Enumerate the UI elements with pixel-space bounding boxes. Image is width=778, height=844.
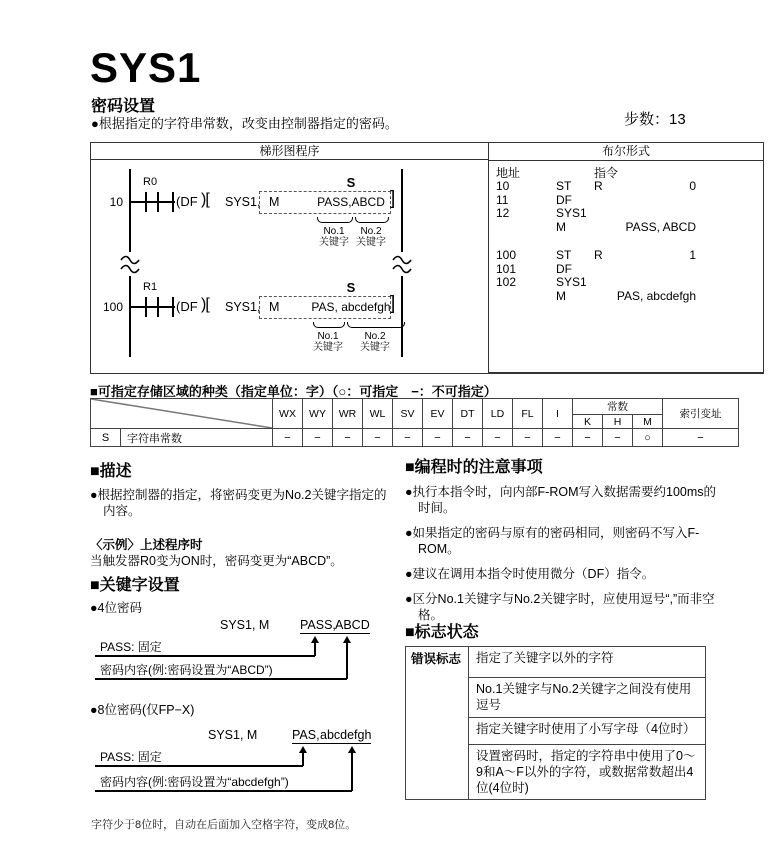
cell-value: − xyxy=(603,429,633,447)
code-text: SYS1, M xyxy=(220,618,270,632)
example-text: 当触发器R0变为ON时，密码变更为“ABCD”。 xyxy=(90,554,343,569)
operand-m: M xyxy=(269,300,280,314)
boolean-form xyxy=(488,160,763,373)
keyword-operand: PASS,ABCD xyxy=(317,195,385,209)
contact-bar xyxy=(157,297,159,317)
row-spacer xyxy=(496,234,696,249)
no2-text: No.2 xyxy=(360,226,382,237)
col-header: SV xyxy=(393,399,423,429)
val: 0 xyxy=(689,179,696,193)
addr: 102 xyxy=(496,275,517,289)
contact-label: R0 xyxy=(143,176,158,188)
addr: 11 xyxy=(496,192,509,207)
addr: 12 xyxy=(496,206,510,220)
four-digit-diagram xyxy=(90,612,400,687)
keyword-text: 关键字 xyxy=(356,237,386,248)
addr: 101 xyxy=(496,261,517,276)
addr xyxy=(496,290,556,304)
bool-row xyxy=(496,276,696,290)
op: SYS1 xyxy=(556,206,587,220)
constant-group-header: 常数 xyxy=(573,399,663,415)
no2-keyword-label xyxy=(346,331,404,353)
cell-value: − xyxy=(663,429,739,447)
fixed-label: PASS: 固定 xyxy=(100,750,162,764)
open-bracket: )[ xyxy=(201,296,209,313)
bool-row xyxy=(496,290,696,304)
cell-value: − xyxy=(363,429,393,447)
fixed-label: PASS: 固定 xyxy=(100,640,162,654)
cell-value: − xyxy=(483,429,513,447)
error-condition: No.1关键字与No.2关键字之间没有使用逗号 xyxy=(469,678,706,718)
op: DF xyxy=(556,192,572,207)
error-condition: 指定了关键字以外的字符 xyxy=(469,647,706,678)
keyword-text: 关键字 xyxy=(360,342,390,353)
keyword1-underlined: PAS, xyxy=(292,728,320,742)
op: SYS1 xyxy=(556,275,587,289)
col-header: WY xyxy=(303,399,333,429)
cell-value: − xyxy=(573,429,603,447)
steps-label: 步数：13 xyxy=(624,111,686,128)
close-bracket: ] xyxy=(390,293,396,314)
no2-text: No.2 xyxy=(364,331,386,342)
eight-digit-diagram xyxy=(90,722,400,802)
rung-line xyxy=(129,201,175,203)
contact-bar xyxy=(145,297,147,317)
flag-status-section xyxy=(405,619,720,800)
keyword1-underlined: PASS, xyxy=(300,618,336,632)
label-line xyxy=(95,655,315,657)
contact-bar xyxy=(157,192,159,212)
description-bullet: ●根据控制器的指定，将密码变更为No.2关键字指定的内容。 xyxy=(90,488,387,518)
no1-text: No.1 xyxy=(323,226,345,237)
op: ST xyxy=(556,179,572,193)
arrow-line xyxy=(351,751,353,791)
precautions-section xyxy=(405,454,720,632)
col-header: LD xyxy=(483,399,513,429)
underbrace-icon xyxy=(313,322,345,328)
page-subtitle: 密码设置 xyxy=(91,98,156,115)
boolean-rows xyxy=(496,180,696,303)
label-line xyxy=(95,678,347,680)
bool-row xyxy=(496,249,696,263)
operand-m: M xyxy=(269,195,280,209)
op: DF xyxy=(556,261,572,276)
op: M xyxy=(556,288,566,303)
arg xyxy=(594,276,614,290)
col-header: H xyxy=(603,415,633,429)
error-condition: 设置密码时，指定的字符串中使用了0～9和A～F以外的字符，或数据常数超出4位(4位时) xyxy=(469,744,706,800)
s-operand-label: S xyxy=(346,175,356,190)
df-symbol: (DF xyxy=(176,194,198,209)
index-col-header: 索引变址 xyxy=(663,399,739,429)
col-header: EV xyxy=(423,399,453,429)
ladder-diagram xyxy=(91,160,488,373)
col-header: FL xyxy=(513,399,543,429)
label-line xyxy=(95,790,352,792)
content-label: 密码内容(例:密码设置为“abcdefgh”) xyxy=(100,775,289,789)
footnote-text: 字符少于8位时，自动在后面加入空格字符，变成8位。 xyxy=(91,819,357,831)
keyword-text: 关键字 xyxy=(313,342,343,353)
arg: R xyxy=(594,179,603,193)
precaution-bullet: ●建议在调用本指令时使用微分（DF）指令。 xyxy=(405,567,655,581)
val: PAS, abcdefgh xyxy=(616,288,696,303)
address-column-header: 地址 xyxy=(496,166,521,180)
keyword-operand: PAS, abcdefgh xyxy=(311,300,391,314)
underbrace-icon xyxy=(317,217,353,223)
open-bracket: )[ xyxy=(201,191,209,208)
cell-value: − xyxy=(423,429,453,447)
val xyxy=(614,276,696,290)
op: ST xyxy=(556,248,572,262)
col-header: WR xyxy=(333,399,363,429)
bool-row xyxy=(496,263,696,277)
flag-status-title: ■标志状态 xyxy=(405,624,479,641)
arrow-line xyxy=(346,641,348,679)
program-box xyxy=(90,142,764,374)
precaution-bullet: ●如果指定的密码与原有的密码相同，则密码不写入F-ROM。 xyxy=(405,526,700,556)
arrow-line xyxy=(302,751,304,766)
precaution-bullet: ●执行本指令时，向内部F-ROM写入数据需要约100ms的时间。 xyxy=(405,485,717,515)
arrow-line xyxy=(314,641,316,656)
description-title: ■描述 xyxy=(90,463,132,480)
col-header: WX xyxy=(273,399,303,429)
error-flag-header: 错误标志 xyxy=(406,647,469,800)
code-text: SYS1, M xyxy=(208,728,258,742)
col-header: WL xyxy=(363,399,393,429)
cell-value: − xyxy=(303,429,333,447)
label-line xyxy=(95,765,303,767)
df-symbol: (DF xyxy=(176,299,198,314)
rung-address: 10 xyxy=(109,195,123,209)
col-header: M xyxy=(633,415,663,429)
operand-code: S xyxy=(91,429,121,447)
col-header: I xyxy=(543,399,573,429)
bool-row xyxy=(496,221,696,235)
ladder-panel-header: 梯形图程序 xyxy=(91,143,488,160)
cell-value: ○ xyxy=(633,429,663,447)
bool-row xyxy=(496,194,696,208)
ladder-rung-1 xyxy=(91,170,431,265)
precautions-title: ■编程时的注意事项 xyxy=(405,459,543,476)
arg xyxy=(594,263,614,277)
contact-bar xyxy=(145,192,147,212)
error-condition: 指定关键字时使用了小写字母（4位时） xyxy=(469,717,706,744)
no2-keyword-label xyxy=(342,226,400,248)
ladder-rung-2 xyxy=(91,275,431,370)
example-title: 〈示例〉上述程序时 xyxy=(90,538,203,552)
memory-table-title: ■可指定存储区域的种类（指定单位：字）（○：可指定 −：不可指定） xyxy=(90,384,497,399)
eight-digit-label: ●8位密码(仅FP−X) xyxy=(90,703,195,717)
cell-value: − xyxy=(333,429,363,447)
cell-value: − xyxy=(453,429,483,447)
flag-status-table xyxy=(405,646,706,800)
cell-value: − xyxy=(513,429,543,447)
cell-value: − xyxy=(543,429,573,447)
op: M xyxy=(556,219,566,234)
rung-line xyxy=(129,306,175,308)
rung-address: 100 xyxy=(102,300,123,314)
content-label: 密码内容(例:密码设置为“ABCD”) xyxy=(100,663,273,677)
addr: 10 xyxy=(496,179,510,193)
instruction-mnemonic: SYS1, xyxy=(225,195,261,209)
page-title: SYS1 xyxy=(90,44,202,91)
arg xyxy=(594,194,614,208)
col-header: DT xyxy=(453,399,483,429)
val xyxy=(614,263,696,277)
keyword-title: ■关键字设置 xyxy=(90,577,180,594)
description-section xyxy=(90,458,395,570)
keyword2-underlined: ABCD xyxy=(335,618,370,632)
cell-value: − xyxy=(273,429,303,447)
instruction-mnemonic: SYS1, xyxy=(225,300,261,314)
contact-bar xyxy=(172,297,174,317)
operand-name: 字符串常数 xyxy=(121,429,273,447)
val: PASS, ABCD xyxy=(625,219,696,234)
val xyxy=(614,194,696,208)
arg: R xyxy=(594,248,603,262)
precaution-bullet: ●区分No.1关键字与No.2关键字时，应使用逗号“,”而非空格。 xyxy=(405,592,715,622)
bool-header-label: 布尔形式 xyxy=(489,143,763,161)
val: 1 xyxy=(689,248,696,262)
instruction-column-header: 指令 xyxy=(594,166,619,180)
contact-bar xyxy=(172,192,174,212)
addr xyxy=(496,221,556,235)
bool-row xyxy=(496,180,696,194)
cell-value: − xyxy=(393,429,423,447)
underbrace-icon xyxy=(347,322,405,328)
close-bracket: ] xyxy=(390,188,396,209)
val xyxy=(614,207,696,221)
memory-area-table xyxy=(90,398,739,447)
keyword2-underlined: abcdefgh xyxy=(320,728,372,742)
summary-text: ●根据指定的字符串常数，改变由控制器指定的密码。 xyxy=(91,116,398,131)
underbrace-icon xyxy=(355,217,389,223)
arg xyxy=(594,290,614,304)
addr: 100 xyxy=(496,248,517,262)
no1-text: No.1 xyxy=(317,331,339,342)
keyword-text: 关键字 xyxy=(319,237,349,248)
col-header: K xyxy=(573,415,603,429)
contact-label: R1 xyxy=(143,281,158,293)
diagonal-header-cell xyxy=(91,399,273,429)
arg xyxy=(594,221,614,235)
four-digit-label: ●4位密码 xyxy=(90,601,143,615)
keyword-section xyxy=(90,572,395,616)
s-operand-label: S xyxy=(346,280,356,295)
arg xyxy=(594,207,614,221)
bool-row xyxy=(496,207,696,221)
